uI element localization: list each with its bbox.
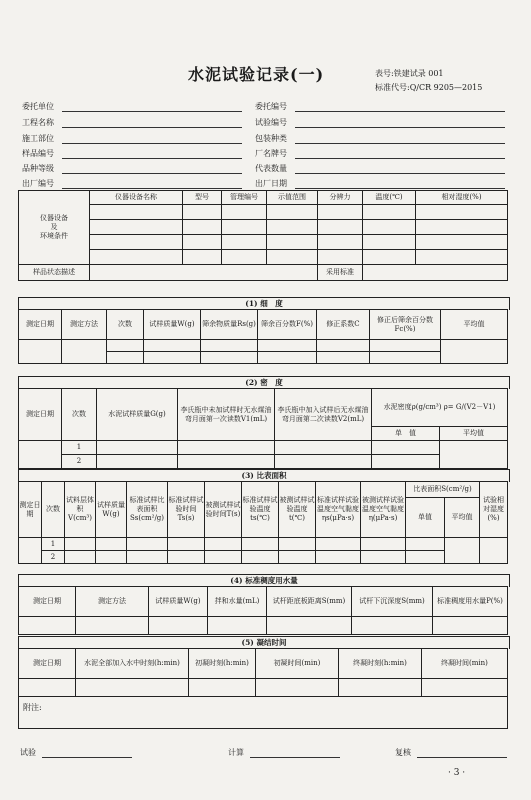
section-fineness-title: (1) 细 度 <box>18 297 510 310</box>
col-header: 终凝时刻(h:min) <box>339 649 422 679</box>
field-sample-no: 样品编号 <box>22 149 54 158</box>
consistency-table <box>18 586 508 635</box>
col-header: 试杆下沉深度S(mm) <box>352 587 433 617</box>
page-number: · 3 · <box>448 768 466 778</box>
setting-table <box>18 648 508 697</box>
underline <box>295 143 505 144</box>
col-header: 初凝时间(min) <box>256 649 339 679</box>
env-label: 仪器设备 及 环境条件 <box>19 191 90 265</box>
field-factory-no: 出厂编号 <box>22 179 54 188</box>
surface-table <box>18 481 508 564</box>
col-header: 平均值 <box>441 310 508 340</box>
col-header: 拌和水量(mL) <box>208 587 267 617</box>
col-header: 温度(℃) <box>363 191 416 205</box>
underline <box>62 127 242 128</box>
section-surface-title: (3) 比表面积 <box>18 469 510 482</box>
underline <box>42 757 132 758</box>
standard-code: 标准代号:Q/CR 9205—2015 <box>375 83 483 92</box>
field-package: 包装种类 <box>255 134 287 143</box>
col-header: 次数 <box>107 310 144 340</box>
col-header: 次数 <box>62 389 97 441</box>
underline <box>295 173 505 174</box>
fineness-table <box>18 309 508 364</box>
row-number: 1 <box>62 441 97 455</box>
col-header: 仪器设备名称 <box>90 191 183 205</box>
col-header: 终凝时间(min) <box>422 649 508 679</box>
col-header: 试杆距底板距离S(mm) <box>267 587 352 617</box>
col-header: 标准试样试验时间Ts(s) <box>168 482 205 538</box>
col-header: 标准试样试验温度ts(℃) <box>242 482 279 538</box>
col-header: 相对湿度(%) <box>416 191 508 205</box>
underline <box>295 158 505 159</box>
col-header: 初凝时刻(h:min) <box>189 649 256 679</box>
col-header: 试料层体积V(cm³) <box>65 482 96 538</box>
section-density-title: (2) 密 度 <box>18 376 510 389</box>
density-table <box>18 388 508 469</box>
col-header: 测定方法 <box>62 310 107 340</box>
field-commission-no: 委托编号 <box>255 102 287 111</box>
standard-label: 采用标准 <box>318 265 363 281</box>
footer-calc: 计算 <box>228 748 244 757</box>
col-header: 平均值 <box>440 427 508 441</box>
row-number: 2 <box>62 455 97 469</box>
form-number: 表号:铁建试录 001 <box>375 69 444 78</box>
underline <box>295 127 505 128</box>
col-header: 分辨力 <box>318 191 363 205</box>
col-header: 试样质量W(g) <box>96 482 127 538</box>
underline <box>62 111 242 112</box>
field-client: 委托单位 <box>22 102 54 111</box>
field-grade: 品种等级 <box>22 164 54 173</box>
col-header: 示值范围 <box>267 191 318 205</box>
equipment-table <box>18 190 508 281</box>
col-header: 比表面积S(cm²/g) <box>406 482 480 498</box>
col-header: 测定日期 <box>19 649 76 679</box>
col-header: 筛余物质量Rs(g) <box>201 310 258 340</box>
field-factory-date: 出厂日期 <box>255 179 287 188</box>
underline <box>62 158 242 159</box>
col-header: 平均值 <box>445 498 480 538</box>
col-header: 水泥全部加入水中时刻(h:min) <box>76 649 189 679</box>
col-header: 测定日期 <box>19 482 42 538</box>
col-header: 型号 <box>183 191 222 205</box>
section-consistency-title: (4) 标准稠度用水量 <box>18 574 510 587</box>
col-header: 管理编号 <box>222 191 267 205</box>
col-header: 被测试样试验温度t(℃) <box>279 482 316 538</box>
col-header: 被测试样试验温度空气黏度η(μPa·s) <box>361 482 406 538</box>
sample-state-label: 样品状态描述 <box>19 265 90 281</box>
col-header: 标准稠度用水量P(%) <box>433 587 508 617</box>
section-setting-title: (5) 凝结时间 <box>18 636 510 649</box>
col-header: 测定日期 <box>19 389 62 441</box>
field-part: 施工部位 <box>22 134 54 143</box>
col-header: 试样质量W(g) <box>144 310 201 340</box>
remark-label: 附注: <box>19 697 508 729</box>
col-header: 试样质量W(g) <box>149 587 208 617</box>
col-header: 被测试样试验时间T(s) <box>205 482 242 538</box>
footer-review: 复核 <box>395 748 411 757</box>
col-header: 筛余百分数F(%) <box>258 310 317 340</box>
underline <box>62 173 242 174</box>
col-header: 标准试样试验温度空气黏度ηs(μPa·s) <box>316 482 361 538</box>
remark-table <box>18 696 508 729</box>
col-header: 李氏瓶中加入试样后无水煤油弯月面第二次读数V2(mL) <box>275 389 372 441</box>
col-header: 水泥密度ρ(g/cm³) ρ= G/(V2－V1) <box>372 389 508 427</box>
field-quantity: 代表数量 <box>255 164 287 173</box>
field-test-no: 试验编号 <box>255 118 287 127</box>
col-header: 水泥试样质量G(g) <box>97 389 178 441</box>
underline <box>295 188 505 189</box>
col-header: 修正系数C <box>317 310 370 340</box>
underline <box>62 143 242 144</box>
col-header: 单值 <box>406 498 445 538</box>
page-title: 水泥试验记录(一) <box>188 65 325 84</box>
underline <box>417 757 507 758</box>
col-header: 测定日期 <box>19 587 76 617</box>
underline <box>295 111 505 112</box>
underline <box>250 757 340 758</box>
col-header: 次数 <box>42 482 65 538</box>
footer-test: 试验 <box>20 748 36 757</box>
field-project: 工程名称 <box>22 118 54 127</box>
col-header: 测定日期 <box>19 310 62 340</box>
col-header: 试验相对湿度(%) <box>480 482 508 538</box>
row-number: 2 <box>42 551 65 564</box>
col-header: 标准试样比表面积Ss(cm²/g) <box>127 482 168 538</box>
col-header: 测定方法 <box>76 587 149 617</box>
col-header: 李氏瓶中未加试样时无水煤油弯月面第一次读数V1(mL) <box>178 389 275 441</box>
col-header: 单 值 <box>372 427 440 441</box>
underline <box>62 188 242 189</box>
col-header: 修正后筛余百分数Fc(%) <box>370 310 441 340</box>
field-brand: 厂名牌号 <box>255 149 287 158</box>
row-number: 1 <box>42 538 65 551</box>
